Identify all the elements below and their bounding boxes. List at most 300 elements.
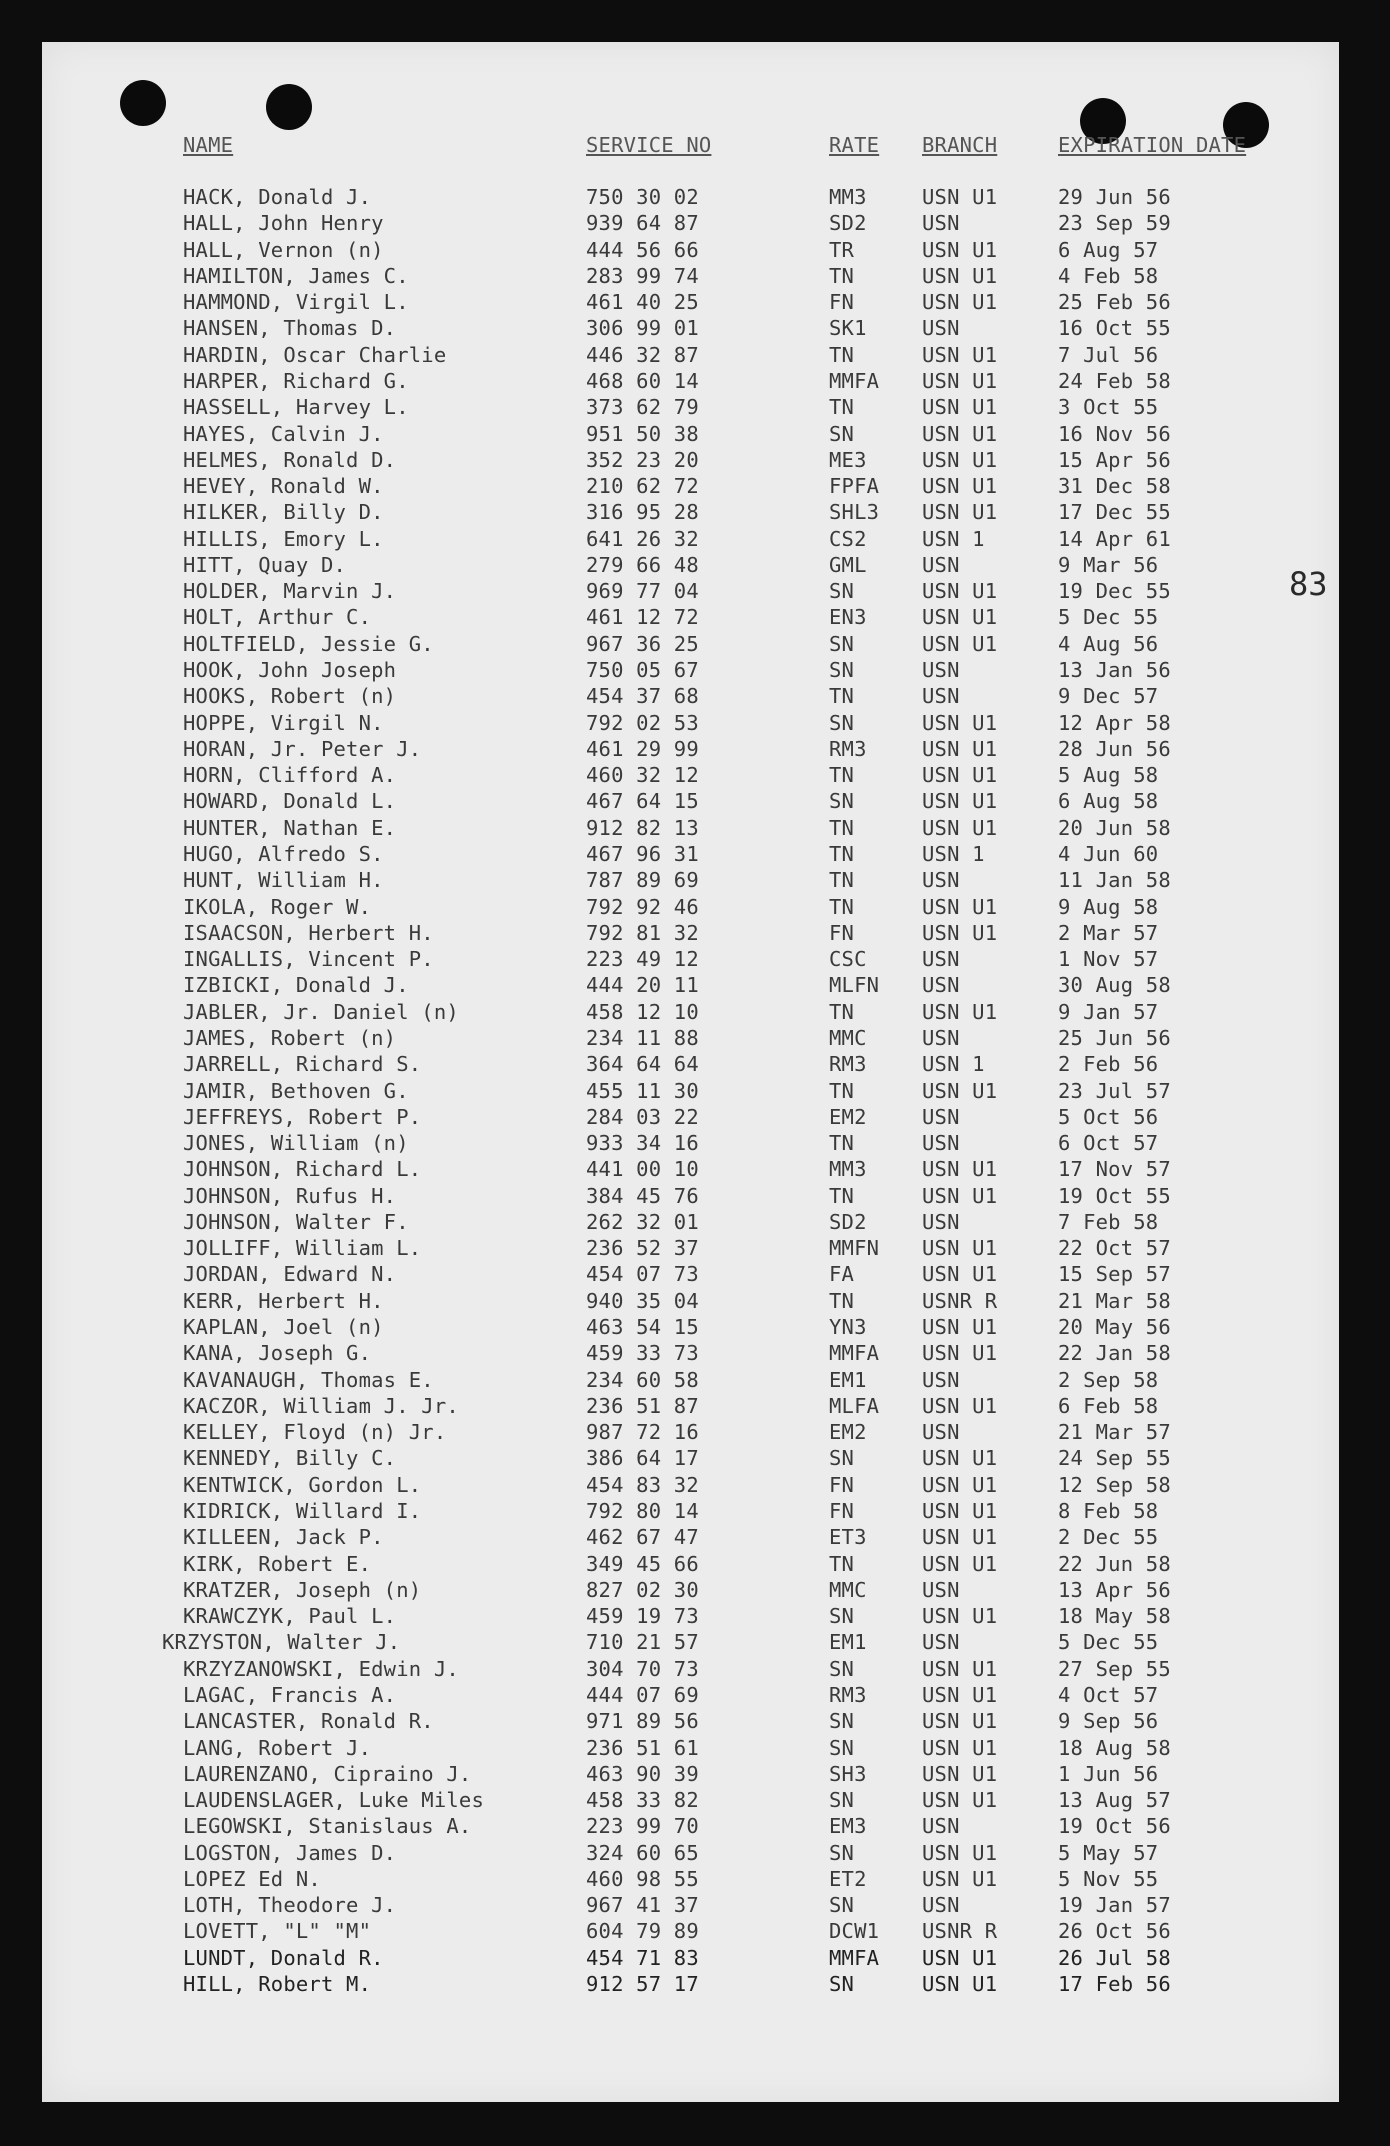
rate-cell: EM3: [829, 1814, 867, 1839]
branch-cell: USN U1: [922, 237, 998, 262]
rate-cell: TN: [829, 894, 855, 919]
rate-cell: SHL3: [829, 500, 880, 525]
rate-cell: TN: [829, 263, 855, 288]
rate-cell: SN: [829, 1735, 855, 1760]
table-row: [0, 1340, 1390, 1366]
service-number-cell: 236 51 61: [586, 1735, 699, 1760]
service-number-cell: 210 62 72: [586, 474, 699, 499]
rate-cell: SN: [829, 1840, 855, 1865]
name-cell: KRZYSTON, Walter J.: [162, 1630, 401, 1655]
branch-cell: USN: [922, 211, 960, 236]
name-cell: LOTH, Theodore J.: [183, 1893, 397, 1918]
branch-cell: USN: [922, 684, 960, 709]
service-number-cell: 454 37 68: [586, 684, 699, 709]
service-number-cell: 441 00 10: [586, 1157, 699, 1182]
table-row: [0, 342, 1390, 368]
expiration-date-cell: 14 Apr 61: [1058, 526, 1171, 551]
rate-cell: SN: [829, 631, 855, 656]
branch-cell: USN: [922, 1630, 960, 1655]
expiration-date-cell: 4 Feb 58: [1058, 263, 1159, 288]
rate-cell: MMC: [829, 1025, 867, 1050]
rate-cell: MM3: [829, 185, 867, 209]
name-cell: INGALLIS, Vincent P.: [183, 947, 434, 972]
rate-cell: SN: [829, 579, 855, 604]
name-cell: LAURENZANO, Cipraino J.: [183, 1761, 472, 1786]
name-cell: HOLDER, Marvin J.: [183, 579, 397, 604]
header-name: NAME: [183, 133, 234, 157]
table-row: [0, 368, 1390, 394]
service-number-cell: 349 45 66: [586, 1551, 699, 1576]
rate-cell: SK1: [829, 316, 867, 341]
rate-cell: TN: [829, 763, 855, 788]
branch-cell: USN U1: [922, 185, 998, 209]
service-number-cell: 787 89 69: [586, 868, 699, 893]
rate-cell: MMFA: [829, 1945, 880, 1970]
column-headers: [0, 132, 1390, 158]
expiration-date-cell: 6 Feb 58: [1058, 1393, 1159, 1418]
branch-cell: USN U1: [922, 368, 998, 393]
table-row: [0, 1945, 1390, 1971]
branch-cell: USN U1: [922, 1972, 998, 1997]
service-number-cell: 373 62 79: [586, 395, 699, 420]
name-cell: KRAWCZYK, Paul L.: [183, 1604, 397, 1629]
rate-cell: SN: [829, 1446, 855, 1471]
expiration-date-cell: 22 Jun 58: [1058, 1551, 1171, 1576]
name-cell: LAUDENSLAGER, Luke Miles: [183, 1788, 485, 1813]
expiration-date-cell: 15 Apr 56: [1058, 447, 1171, 472]
service-number-cell: 455 11 30: [586, 1078, 699, 1103]
branch-cell: USN U1: [922, 1735, 998, 1760]
branch-cell: USN: [922, 316, 960, 341]
table-row: [0, 315, 1390, 341]
table-row: [0, 710, 1390, 736]
service-number-cell: 223 49 12: [586, 947, 699, 972]
service-number-cell: 967 41 37: [586, 1893, 699, 1918]
name-cell: HACK, Donald J.: [183, 185, 372, 209]
table-row: [0, 867, 1390, 893]
service-number-cell: 236 51 87: [586, 1393, 699, 1418]
service-number-cell: 459 19 73: [586, 1604, 699, 1629]
expiration-date-cell: 25 Jun 56: [1058, 1025, 1171, 1050]
service-number-cell: 461 12 72: [586, 605, 699, 630]
service-number-cell: 262 32 01: [586, 1209, 699, 1234]
expiration-date-cell: 3 Oct 55: [1058, 395, 1159, 420]
name-cell: KENTWICK, Gordon L.: [183, 1472, 422, 1497]
table-row: [0, 946, 1390, 972]
expiration-date-cell: 22 Oct 57: [1058, 1236, 1171, 1261]
expiration-date-cell: 4 Aug 56: [1058, 631, 1159, 656]
service-number-cell: 284 03 22: [586, 1104, 699, 1129]
name-cell: HUNTER, Nathan E.: [183, 815, 397, 840]
expiration-date-cell: 18 May 58: [1058, 1604, 1171, 1629]
rate-cell: TN: [829, 342, 855, 367]
branch-cell: USN U1: [922, 1656, 998, 1681]
name-cell: LOPEZ Ed N.: [183, 1866, 321, 1891]
table-row: [0, 1051, 1390, 1077]
rate-cell: FN: [829, 1472, 855, 1497]
expiration-date-cell: 16 Nov 56: [1058, 421, 1171, 446]
expiration-date-cell: 9 Mar 56: [1058, 552, 1159, 577]
service-number-cell: 444 56 66: [586, 237, 699, 262]
name-cell: KAVANAUGH, Thomas E.: [183, 1367, 434, 1392]
table-row: [0, 1735, 1390, 1761]
rate-cell: FPFA: [829, 474, 880, 499]
table-row: [0, 657, 1390, 683]
expiration-date-cell: 24 Feb 58: [1058, 368, 1171, 393]
table-row: [0, 604, 1390, 630]
name-cell: JARRELL, Richard S.: [183, 1052, 422, 1077]
expiration-date-cell: 19 Oct 55: [1058, 1183, 1171, 1208]
rate-cell: MMC: [829, 1577, 867, 1602]
name-cell: HILLIS, Emory L.: [183, 526, 384, 551]
rate-cell: MM3: [829, 1157, 867, 1182]
expiration-date-cell: 11 Jan 58: [1058, 868, 1171, 893]
name-cell: JEFFREYS, Robert P.: [183, 1104, 422, 1129]
rate-cell: MLFN: [829, 973, 880, 998]
table-row: [0, 1761, 1390, 1787]
name-cell: HEVEY, Ronald W.: [183, 474, 384, 499]
branch-cell: USN: [922, 1420, 960, 1445]
rate-cell: SH3: [829, 1761, 867, 1786]
service-number-cell: 792 02 53: [586, 710, 699, 735]
table-row: [0, 1025, 1390, 1051]
table-row: [0, 1078, 1390, 1104]
header-branch: BRANCH: [922, 133, 998, 157]
service-number-cell: 987 72 16: [586, 1420, 699, 1445]
service-number-cell: 604 79 89: [586, 1919, 699, 1944]
rate-cell: RM3: [829, 736, 867, 761]
service-number-cell: 971 89 56: [586, 1709, 699, 1734]
table-row: [0, 447, 1390, 473]
expiration-date-cell: 2 Feb 56: [1058, 1052, 1159, 1077]
rate-cell: EM1: [829, 1367, 867, 1392]
expiration-date-cell: 9 Sep 56: [1058, 1709, 1159, 1734]
service-number-cell: 458 12 10: [586, 999, 699, 1024]
name-cell: LOGSTON, James D.: [183, 1840, 397, 1865]
rate-cell: TN: [829, 1131, 855, 1156]
name-cell: HITT, Quay D.: [183, 552, 347, 577]
rate-cell: SN: [829, 421, 855, 446]
branch-cell: USN U1: [922, 1157, 998, 1182]
branch-cell: USN U1: [922, 763, 998, 788]
table-row: [0, 815, 1390, 841]
table-row: [0, 1235, 1390, 1261]
branch-cell: USN U1: [922, 1682, 998, 1707]
name-cell: LANG, Robert J.: [183, 1735, 372, 1760]
name-cell: JABLER, Jr. Daniel (n): [183, 999, 459, 1024]
rate-cell: TN: [829, 684, 855, 709]
table-row: [0, 1130, 1390, 1156]
branch-cell: USN: [922, 1131, 960, 1156]
expiration-date-cell: 8 Feb 58: [1058, 1499, 1159, 1523]
name-cell: KAPLAN, Joel (n): [183, 1315, 384, 1340]
table-row: [0, 1419, 1390, 1445]
branch-cell: USN: [922, 552, 960, 577]
name-cell: HAMMOND, Virgil L.: [183, 290, 409, 315]
expiration-date-cell: 5 May 57: [1058, 1840, 1159, 1865]
table-row: [0, 1603, 1390, 1629]
branch-cell: USN: [922, 1025, 960, 1050]
branch-cell: USN: [922, 1577, 960, 1602]
rate-cell: SN: [829, 789, 855, 814]
table-row: [0, 578, 1390, 604]
branch-cell: USN U1: [922, 1315, 998, 1340]
branch-cell: USN U1: [922, 1341, 998, 1366]
expiration-date-cell: 6 Oct 57: [1058, 1131, 1159, 1156]
table-row: [0, 736, 1390, 762]
service-number-cell: 462 67 47: [586, 1525, 699, 1550]
header-expiration-date: EXPIRATION DATE: [1058, 133, 1247, 157]
rate-cell: SD2: [829, 211, 867, 236]
service-number-cell: 461 29 99: [586, 736, 699, 761]
rate-cell: TN: [829, 1551, 855, 1576]
branch-cell: USN U1: [922, 1393, 998, 1418]
service-number-cell: 463 54 15: [586, 1315, 699, 1340]
expiration-date-cell: 2 Dec 55: [1058, 1525, 1159, 1550]
table-row: [0, 394, 1390, 420]
name-cell: KILLEEN, Jack P.: [183, 1525, 384, 1550]
expiration-date-cell: 9 Aug 58: [1058, 894, 1159, 919]
name-cell: JOLLIFF, William L.: [183, 1236, 422, 1261]
expiration-date-cell: 31 Dec 58: [1058, 474, 1171, 499]
table-row: [0, 1393, 1390, 1419]
name-cell: ISAACSON, Herbert H.: [183, 920, 434, 945]
service-number-cell: 234 11 88: [586, 1025, 699, 1050]
service-number-cell: 460 98 55: [586, 1866, 699, 1891]
service-number-cell: 792 92 46: [586, 894, 699, 919]
branch-cell: USN U1: [922, 1499, 998, 1523]
table-row: [0, 1682, 1390, 1708]
service-number-cell: 750 05 67: [586, 658, 699, 683]
table-row: [0, 1656, 1390, 1682]
expiration-date-cell: 5 Nov 55: [1058, 1866, 1159, 1891]
branch-cell: USN U1: [922, 500, 998, 525]
branch-cell: USN U1: [922, 1761, 998, 1786]
expiration-date-cell: 13 Jan 56: [1058, 658, 1171, 683]
service-number-cell: 459 33 73: [586, 1341, 699, 1366]
name-cell: JAMIR, Bethoven G.: [183, 1078, 409, 1103]
table-row: [0, 762, 1390, 788]
rate-cell: TN: [829, 1078, 855, 1103]
service-number-cell: 461 40 25: [586, 290, 699, 315]
service-number-cell: 463 90 39: [586, 1761, 699, 1786]
rate-cell: SD2: [829, 1209, 867, 1234]
name-cell: HOPPE, Virgil N.: [183, 710, 384, 735]
table-row: [0, 1156, 1390, 1182]
name-cell: HUNT, William H.: [183, 868, 384, 893]
name-cell: LEGOWSKI, Stanislaus A.: [183, 1814, 472, 1839]
rate-cell: FN: [829, 290, 855, 315]
rate-cell: TN: [829, 1183, 855, 1208]
table-row: [0, 920, 1390, 946]
branch-cell: USN U1: [922, 579, 998, 604]
table-row: [0, 1183, 1390, 1209]
branch-cell: USN U1: [922, 1604, 998, 1629]
rate-cell: MMFA: [829, 1341, 880, 1366]
service-number-cell: 951 50 38: [586, 421, 699, 446]
branch-cell: USN U1: [922, 395, 998, 420]
expiration-date-cell: 20 Jun 58: [1058, 815, 1171, 840]
table-row: [0, 1261, 1390, 1287]
rate-cell: SN: [829, 1893, 855, 1918]
rate-cell: EM2: [829, 1420, 867, 1445]
name-cell: LANCASTER, Ronald R.: [183, 1709, 434, 1734]
header-service-no: SERVICE NO: [586, 133, 712, 157]
service-number-cell: 384 45 76: [586, 1183, 699, 1208]
name-cell: HAYES, Calvin J.: [183, 421, 384, 446]
branch-cell: USN U1: [922, 710, 998, 735]
service-number-cell: 316 95 28: [586, 500, 699, 525]
rate-cell: SN: [829, 1656, 855, 1681]
rate-cell: ET2: [829, 1866, 867, 1891]
rate-cell: YN3: [829, 1315, 867, 1340]
expiration-date-cell: 23 Jul 57: [1058, 1078, 1171, 1103]
name-cell: KERR, Herbert H.: [183, 1288, 384, 1313]
service-number-cell: 386 64 17: [586, 1446, 699, 1471]
branch-cell: USN: [922, 1367, 960, 1392]
table-row: [0, 263, 1390, 289]
expiration-date-cell: 4 Jun 60: [1058, 842, 1159, 866]
name-cell: KELLEY, Floyd (n) Jr.: [183, 1420, 447, 1445]
name-cell: IKOLA, Roger W.: [183, 894, 372, 919]
table-row: [0, 1472, 1390, 1498]
table-row: [0, 841, 1390, 867]
branch-cell: USN 1: [922, 842, 985, 866]
table-row: [0, 1551, 1390, 1577]
branch-cell: USN U1: [922, 736, 998, 761]
table-row: [0, 237, 1390, 263]
rate-cell: TN: [829, 999, 855, 1024]
expiration-date-cell: 17 Feb 56: [1058, 1972, 1171, 1997]
expiration-date-cell: 5 Oct 56: [1058, 1104, 1159, 1129]
service-number-cell: 939 64 87: [586, 211, 699, 236]
table-row: [0, 184, 1390, 210]
rate-cell: SN: [829, 710, 855, 735]
expiration-date-cell: 28 Jun 56: [1058, 736, 1171, 761]
name-cell: HASSELL, Harvey L.: [183, 395, 409, 420]
expiration-date-cell: 24 Sep 55: [1058, 1446, 1171, 1471]
branch-cell: USN 1: [922, 526, 985, 551]
rate-cell: SN: [829, 1972, 855, 1997]
branch-cell: USNR R: [922, 1288, 998, 1313]
expiration-date-cell: 15 Sep 57: [1058, 1262, 1171, 1287]
expiration-date-cell: 7 Feb 58: [1058, 1209, 1159, 1234]
branch-cell: USN: [922, 1814, 960, 1839]
name-cell: KENNEDY, Billy C.: [183, 1446, 397, 1471]
service-number-cell: 364 64 64: [586, 1052, 699, 1077]
name-cell: LAGAC, Francis A.: [183, 1682, 397, 1707]
expiration-date-cell: 2 Sep 58: [1058, 1367, 1159, 1392]
name-cell: HALL, Vernon (n): [183, 237, 384, 262]
table-row: [0, 210, 1390, 236]
name-cell: HOLT, Arthur C.: [183, 605, 372, 630]
expiration-date-cell: 18 Aug 58: [1058, 1735, 1171, 1760]
rate-cell: SN: [829, 1604, 855, 1629]
rate-cell: MMFA: [829, 368, 880, 393]
expiration-date-cell: 23 Sep 59: [1058, 211, 1171, 236]
service-number-cell: 967 36 25: [586, 631, 699, 656]
rate-cell: CS2: [829, 526, 867, 551]
service-number-cell: 454 07 73: [586, 1262, 699, 1287]
service-number-cell: 458 33 82: [586, 1788, 699, 1813]
rate-cell: MLFA: [829, 1393, 880, 1418]
branch-cell: USN U1: [922, 1262, 998, 1287]
table-row: [0, 289, 1390, 315]
branch-cell: USN: [922, 658, 960, 683]
branch-cell: USN U1: [922, 1945, 998, 1970]
service-number-cell: 304 70 73: [586, 1656, 699, 1681]
name-cell: JOHNSON, Rufus H.: [183, 1183, 397, 1208]
table-row: [0, 894, 1390, 920]
branch-cell: USN U1: [922, 920, 998, 945]
rate-cell: TR: [829, 237, 855, 262]
service-number-cell: 460 32 12: [586, 763, 699, 788]
service-number-cell: 467 96 31: [586, 842, 699, 866]
service-number-cell: 792 81 32: [586, 920, 699, 945]
table-row: [0, 788, 1390, 814]
service-number-cell: 912 82 13: [586, 815, 699, 840]
table-row: [0, 1971, 1390, 1997]
service-number-cell: 940 35 04: [586, 1288, 699, 1313]
header-rate: RATE: [829, 133, 880, 157]
rate-cell: MMFN: [829, 1236, 880, 1261]
service-number-cell: 969 77 04: [586, 579, 699, 604]
table-row: [0, 473, 1390, 499]
table-row: [0, 421, 1390, 447]
table-row: [0, 1708, 1390, 1734]
branch-cell: USN: [922, 868, 960, 893]
service-number-cell: 750 30 02: [586, 185, 699, 209]
rate-cell: FN: [829, 1499, 855, 1523]
branch-cell: USN U1: [922, 1525, 998, 1550]
service-number-cell: 454 83 32: [586, 1472, 699, 1497]
rate-cell: ET3: [829, 1525, 867, 1550]
service-number-cell: 710 21 57: [586, 1630, 699, 1655]
name-cell: JONES, William (n): [183, 1131, 409, 1156]
expiration-date-cell: 26 Oct 56: [1058, 1919, 1171, 1944]
table-row: [0, 999, 1390, 1025]
branch-cell: USN U1: [922, 631, 998, 656]
service-number-cell: 467 64 15: [586, 789, 699, 814]
service-number-cell: 236 52 37: [586, 1236, 699, 1261]
expiration-date-cell: 17 Nov 57: [1058, 1157, 1171, 1182]
branch-cell: USN U1: [922, 1078, 998, 1103]
table-row: [0, 1498, 1390, 1524]
branch-cell: USN U1: [922, 1236, 998, 1261]
rate-cell: EM1: [829, 1630, 867, 1655]
expiration-date-cell: 5 Dec 55: [1058, 1630, 1159, 1655]
branch-cell: USNR R: [922, 1919, 998, 1944]
expiration-date-cell: 20 May 56: [1058, 1315, 1171, 1340]
expiration-date-cell: 9 Dec 57: [1058, 684, 1159, 709]
expiration-date-cell: 5 Dec 55: [1058, 605, 1159, 630]
table-row: [0, 1104, 1390, 1130]
branch-cell: USN U1: [922, 1551, 998, 1576]
table-row: [0, 1209, 1390, 1235]
service-number-cell: 454 71 83: [586, 1945, 699, 1970]
branch-cell: USN: [922, 973, 960, 998]
rate-cell: EN3: [829, 605, 867, 630]
service-number-cell: 468 60 14: [586, 368, 699, 393]
table-row: [0, 1918, 1390, 1944]
service-number-cell: 446 32 87: [586, 342, 699, 367]
expiration-date-cell: 21 Mar 57: [1058, 1420, 1171, 1445]
service-number-cell: 324 60 65: [586, 1840, 699, 1865]
expiration-date-cell: 22 Jan 58: [1058, 1341, 1171, 1366]
expiration-date-cell: 26 Jul 58: [1058, 1945, 1171, 1970]
branch-cell: USN: [922, 1104, 960, 1129]
rate-cell: EM2: [829, 1104, 867, 1129]
